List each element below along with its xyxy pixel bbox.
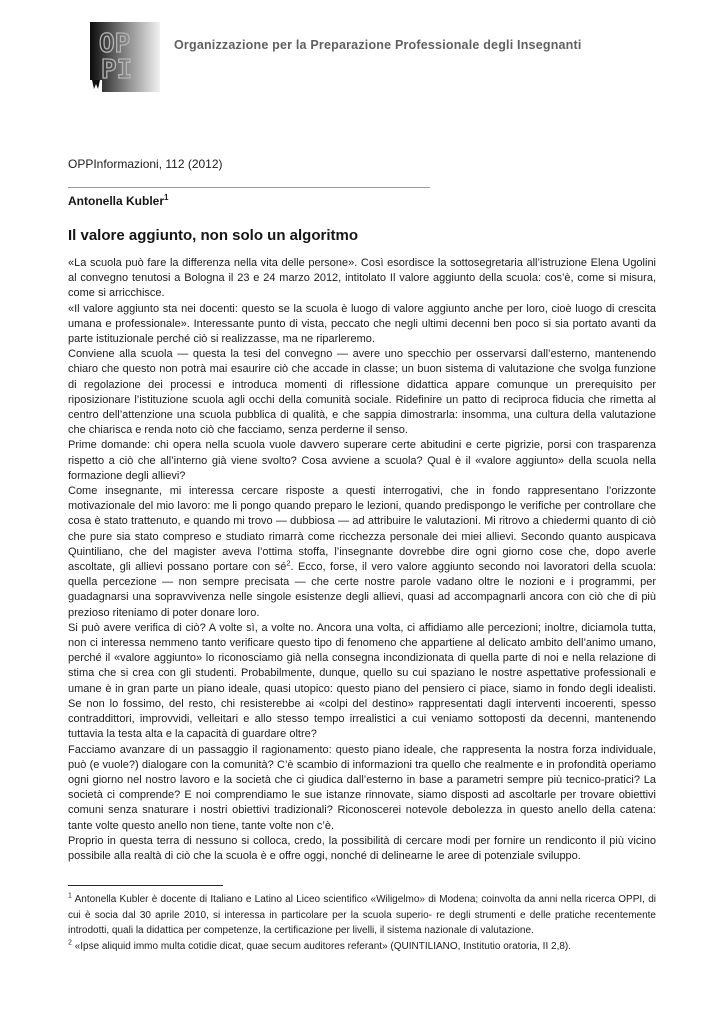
paragraph-1: «La scuola può fare la differenza nella vita delle persone». Così esordisce la sottosegretaria all’istruzione Elena Ugolini al convegno tenutosi a Bologna il 23 e 24 marzo 2012, intitolato Il valore aggiunto della scuola: cos’è, come si misura, come si arricchisce.: [68, 257, 656, 300]
footnote-1-text: Antonella Kubler è docente di Italiano e Latino al Liceo scientifico «Wiligelmo» di Modena; coinvolta da anni nella ricerca OPPI, di cui è socia dal 30 aprile 2010, si interessa in particolare per la scuola superio- re degli strumenti e delle pratiche recentemente introdotti, quali la didattica per competenze, la certificazione per livelli, il sistema nazionale di valutazione.: [68, 894, 656, 937]
paragraph-5: [68, 484, 656, 621]
paragraph-6: Si può avere verifica di ciò? A volte sì, a volte no. Ancora una volta, ci affidiamo alle percezioni; inoltre, diciamola tutta, non ci interessa nemmeno tanto verificare questo tipo di fenomeno che appartiene al delicato ambito dell’animo umano, perché il «valore aggiunto» lo riconosciamo già nella consegna incondizionata di quella parte di noi e nella relazione di stima che si crea con gli studenti. Probabilmente, dunque, quello su cui spaziano le nostre aspettative professionali e umane è in gran parte un piano ideale, quasi utopico: questo piano del pensiero ci piace, siamo in fondo degli idealisti. Se non lo fossimo, del resto, chi resisterebbe ai «colpi del destino» rappresentati dagli interventi incoerenti, spesso contraddittori, improvvidi, velleitari e allo stesso tempo irrealistici a cui veniamo sottoposti da decenni, mantenendo tuttavia la testa alta e la capacità di guardare oltre?: [68, 621, 656, 741]
logo-letters-bottom: PI: [101, 55, 133, 85]
article-body: [68, 256, 656, 864]
footnote-1-marker: 1: [68, 892, 72, 900]
footnote-2-marker: 2: [68, 939, 72, 947]
paragraph-8: Proprio in questa terra di nessuno si colloca, credo, la possibilità di cercare modi per fornire un rendiconto il più vicino possibile alla realtà di ciò che la scuola è e offre oggi, nonché di delinearne le aree di potenziale sviluppo.: [68, 834, 656, 862]
paragraph-4: Prime domande: chi opera nella scuola vuole davvero superare certe abitudini e certe pigrizie, porsi con trasparenza rispetto a ciò che all’interno già viene svolto? Cosa avviene a scuola? Qual è il «valore aggiunto» della scuola nella formazione degli allievi?: [68, 439, 656, 482]
logo-bookmark-mark: [92, 80, 100, 89]
article-title: Il valore aggiunto, non solo un algoritmo: [68, 227, 359, 244]
journal-issue-line: OPPInformazioni, 112 (2012): [68, 157, 223, 171]
footnote-2-text: «Ipse aliquid immo multa cotidie dicat, quae secum auditores referant» (QUINTILIANO, Institutio oratoria, II 2,8).: [74, 940, 572, 952]
oppi-logo: [90, 22, 160, 92]
footnote-1: [68, 892, 656, 939]
paragraph-7: Facciamo avanzare di un passaggio il ragionamento: questo piano ideale, che rappresenta la nostra forza individuale, può (e vuole?) dialogare con la comunità? C’è scambio di informazioni tra quello che realmente e in profondità operiamo ogni giorno nel nostro lavoro e la società che ci giudica dall’esterno in base a parametri sempre più tecnico-pratici? La società ci comprende? E noi comprendiamo le sue istanze rinnovate, siamo disposti ad ascoltarle per trovare obiettivi comuni senza snaturare i nostri obiettivi tradizionali? Riconoscerei notevole debolezza in questo anello della catena: tante volte questo anello non tiene, tante volte non c’è.: [68, 743, 656, 832]
paragraph-2: «Il valore aggiunto sta nei docenti: questo se la scuola è luogo di valore aggiunto anche per loro, cioè luogo di crescita umana e professionale». Interessante punto di vista, peccato che negli ultimi decenni ben poco si sia portato avanti da parte istituzionale perché ciò si realizzasse, ma ne riparleremo.: [68, 302, 656, 346]
author-footnote-ref: 1: [164, 193, 169, 202]
footnote-separator-rule: [68, 885, 223, 886]
footnotes-section: [68, 885, 656, 954]
footnote-ref-2: 2: [286, 558, 291, 568]
organization-name: Organizzazione per la Preparazione Professionale degli Insegnanti: [174, 38, 582, 52]
header: [68, 22, 656, 92]
author-name: Antonella Kubler: [68, 194, 165, 208]
author-line: [68, 193, 656, 208]
header-rule: [68, 187, 430, 188]
paragraph-3: Conviene alla scuola — questa la tesi del convegno — avere uno specchio per osservarsi dall’esterno, mantenendo chiaro che questo non potrà mai esaurire ciò che accade in classe; un buon sistema di valutazione che svolga funzione di regolazione dei processi e introduca momenti di riflessione didattica appare comunque un prerequisito per riposizionare l’istituzione scuola agli occhi della comunità sociale. Ridefinire un patto di reciproca fiducia che rimetta al centro dell’attenzione una scuola pubblica di qualità, e che sappia dimostrarla: insomma, una cultura della valutazione che chiarisca e renda noto ciò che facciamo, senza perderne il senso.: [68, 348, 656, 437]
paragraph-5-text-before: Come insegnante, mi interessa cercare risposte a questi interrogativi, che in fondo rappresentano l’orizzonte motivazionale del mio lavoro: me li pongo quando preparo le lezioni, quando predispongo le verifiche per controllare che cosa è stato trattenuto, e quando mi trovo — dubbiosa — ad attribuire le valutazioni. Mi ritrovo a chiedermi quanto di ciò che pure sia stato compreso e studiato rimarrà come ricchezza personale dei miei allievi. Secondo quanto auspicava Quintiliano, che del magister aveva l’ottima stoffa, l’insegnante dovrebbe dire ogni giorno cose che, dopo averle ascoltate, gli allievi possano portare con sé: [68, 485, 656, 574]
logo-letters-top: OP: [99, 29, 131, 59]
paragraph-5-text-after: . Ecco, forse, il vero valore aggiunto secondo noi lavoratori della scuola: quella percezione — non sempre precisata — che certe nostre parole vadano oltre le nozioni e i programmi, per guadagnarsi una sopravvivenza nelle singole esistenze degli allievi, quasi ad accompagnarli ancora con ciò che di più prezioso riteniamo di poter donare loro.: [68, 561, 657, 619]
footnote-2: [68, 939, 656, 955]
oppi-logo-image: [90, 22, 160, 92]
